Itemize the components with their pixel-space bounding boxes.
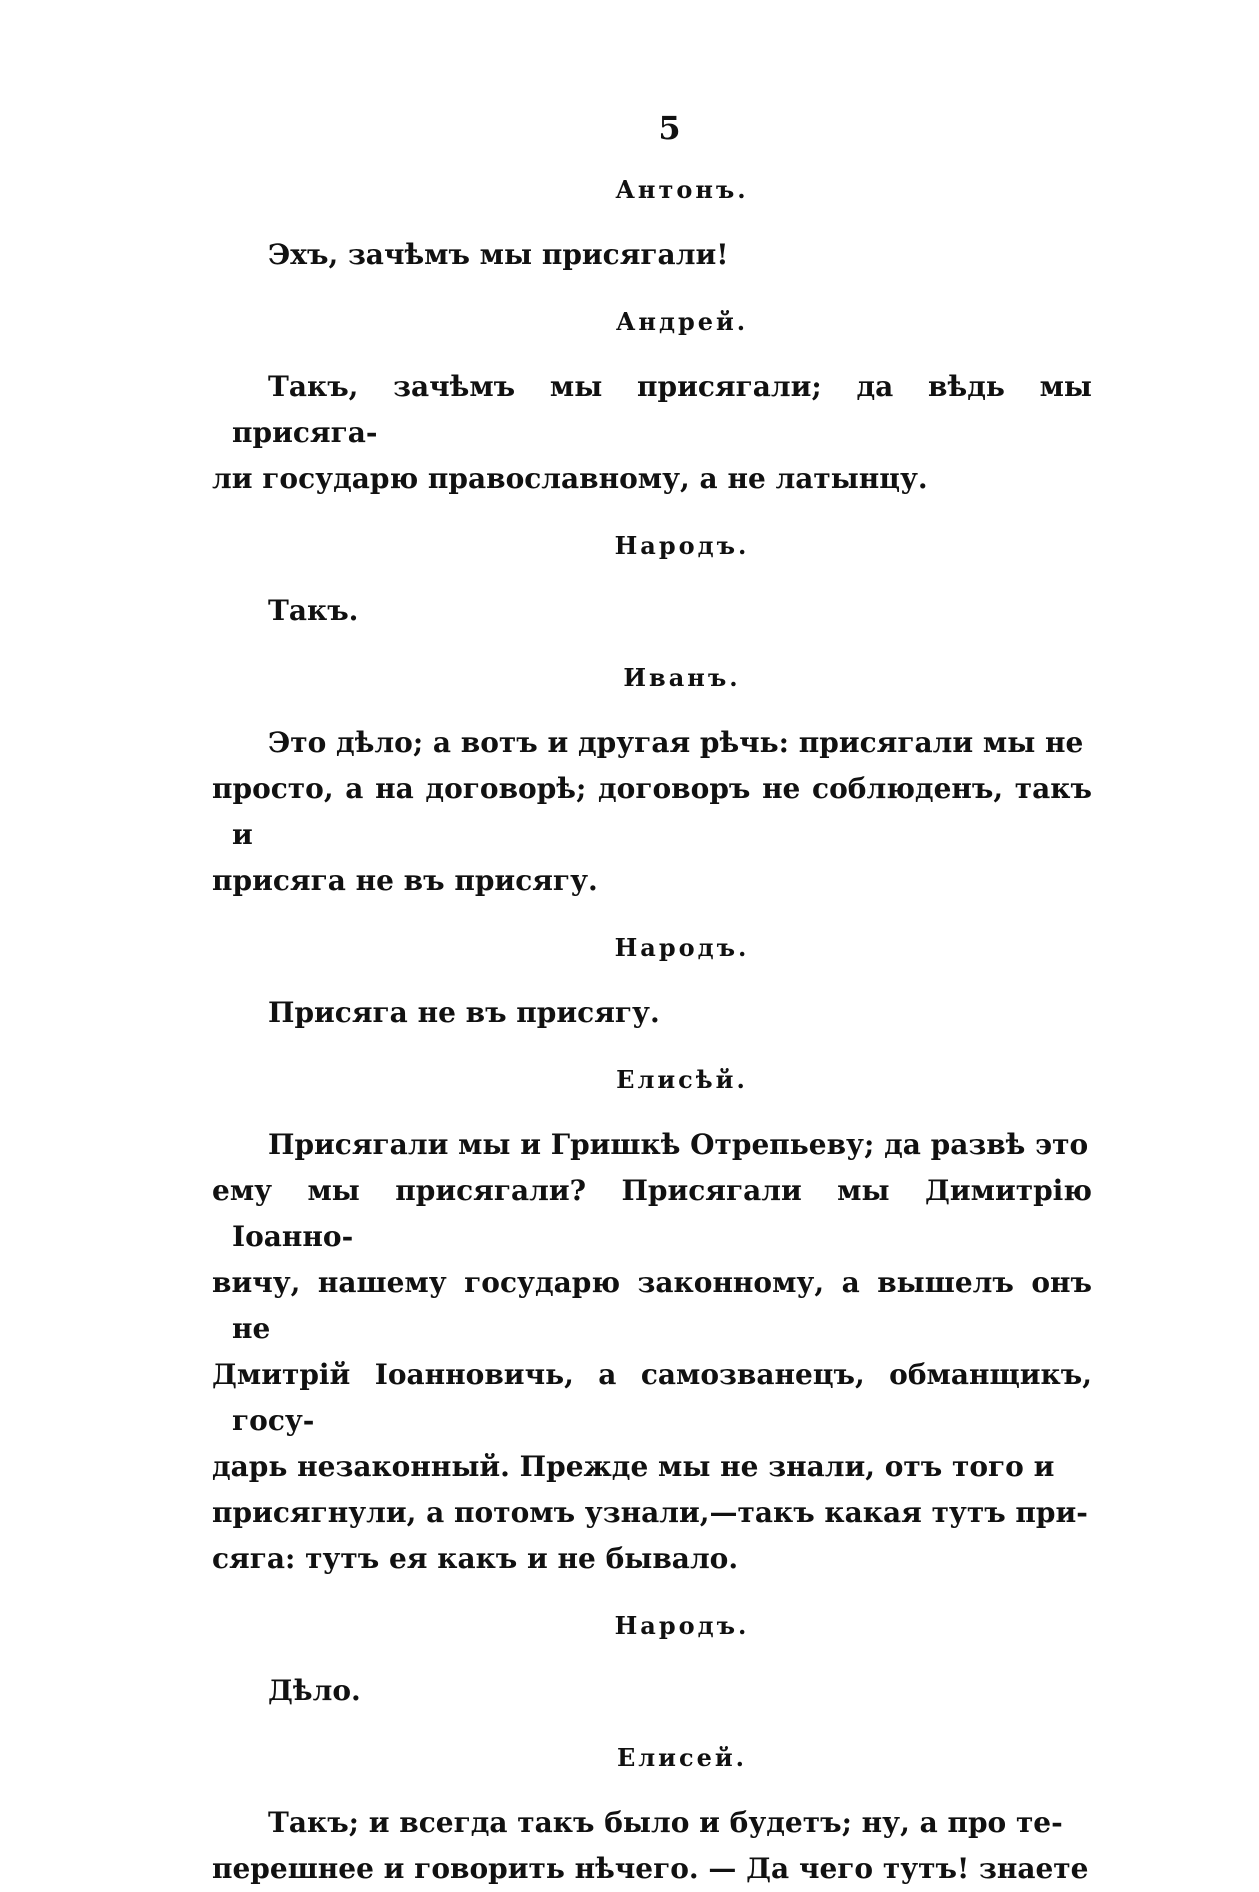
speech-line: Такъ. [268,594,359,627]
speech-line: присяга не въ присягу. [212,864,598,897]
speech-line: ли государю православному, а не латынцу. [212,462,928,495]
speech-paragraph [232,588,1092,634]
speech-paragraph [212,364,1092,502]
speech-paragraph [212,720,1092,904]
speech-line: сяга: тутъ ея какъ и не бывало. [212,1542,739,1575]
speaker-name: Иванъ. [623,663,741,692]
speech-paragraph [232,1668,1092,1714]
speech-line: Дѣло. [268,1674,361,1707]
speech-line: присягнули, а потомъ узнали,—такъ какая тутъ при- [212,1496,1088,1529]
page-number: 5 [658,109,681,147]
speech-line: Такъ; и всегда такъ было и будетъ; ну, а про те- [268,1806,1063,1839]
speaker-name: Антонъ. [615,175,749,204]
speech-line: Присягали мы и Гришкѣ Отрепьеву; да развѣ это [268,1128,1089,1161]
speech-paragraph [212,1800,1092,1892]
speaker-name: Елисѣй. [616,1065,748,1094]
speaker-name: Народъ. [614,1611,750,1640]
speech-line: Эхъ, зачѣмъ мы присягали! [268,238,729,271]
speech-line: перешнее и говорить нѣчего. — Да чего тутъ! знаете [212,1852,1089,1885]
speech-line: Присяга не въ присягу. [268,996,660,1029]
speech-line: ему мы присягали? Присягали мы Димитрію Іоанно- [212,1174,1092,1253]
speaker-name: Андрей. [615,307,749,336]
speech-line: Это дѣло; а вотъ и другая рѣчь: присягали мы не [268,726,1084,759]
speaker-name: Народъ. [614,531,750,560]
speech-paragraph [232,232,1092,278]
speech-line: Такъ, зачѣмъ мы присягали; да вѣдь мы присяга- [232,370,1092,449]
speech-line: вичу, нашему государю законному, а вышелъ онъ не [212,1266,1092,1345]
speaker-name: Елисей. [616,1743,748,1772]
speech-paragraph [212,1122,1092,1582]
speech-line: просто, а на договорѣ; договоръ не соблюденъ, такъ и [212,772,1092,851]
dialogue-text [212,170,1092,1892]
speaker-name: Народъ. [614,933,750,962]
speech-paragraph [232,990,1092,1036]
speech-line: дарь незаконный. Прежде мы не знали, отъ того и [212,1450,1055,1483]
speech-line: Дмитрій Іоанновичь, а самозванецъ, обманщикъ, госу- [212,1358,1092,1437]
